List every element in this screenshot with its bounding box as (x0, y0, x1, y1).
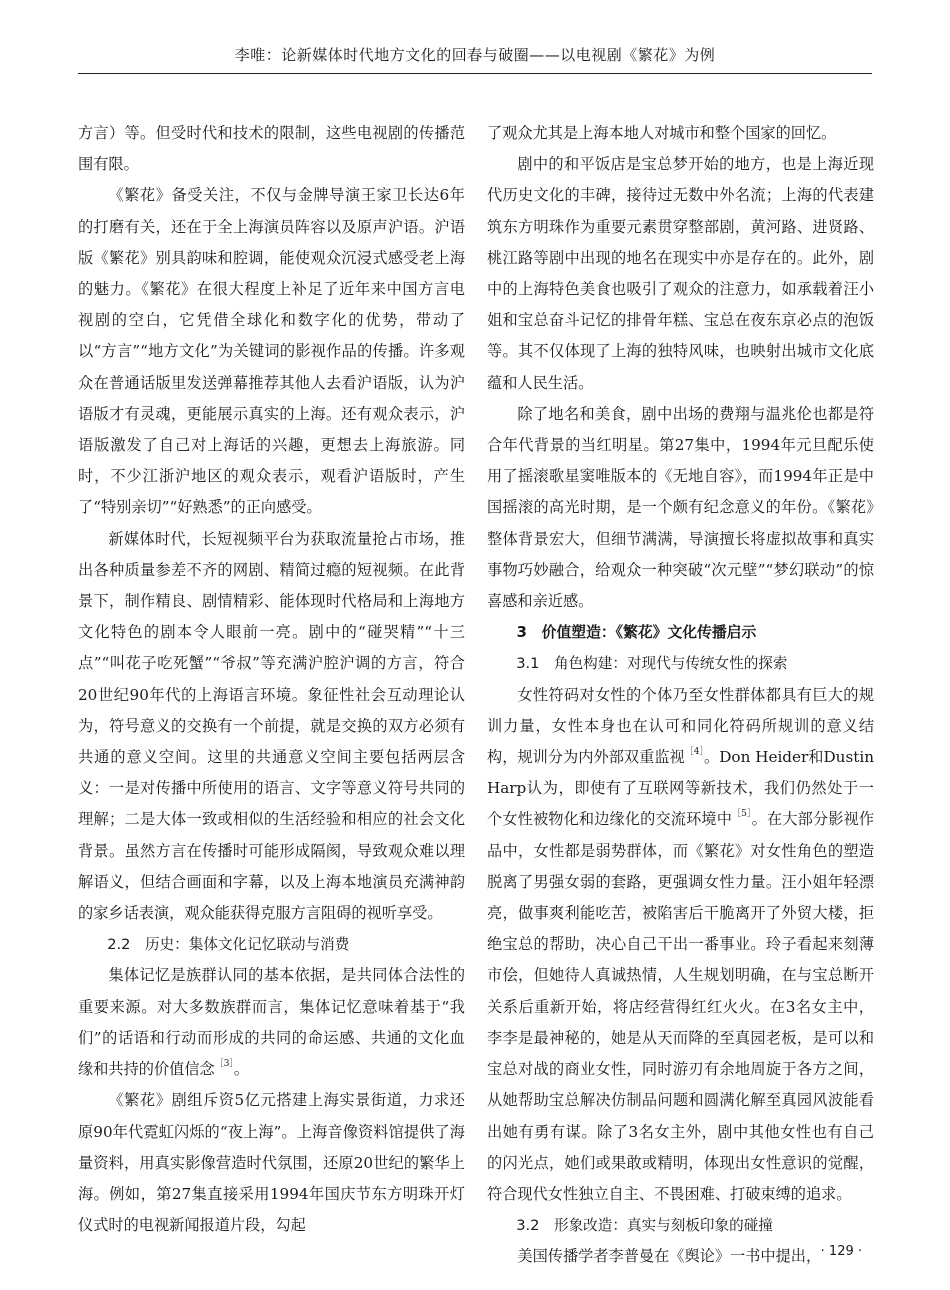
header-rule (78, 73, 872, 74)
paragraph: 方言）等。但受时代和技术的限制，这些电视剧的传播范围有限。 (78, 124, 465, 174)
paragraph-text: 集体记忆是族群认同的基本依据，是共同体合法性的重要来源。对大多数族群而言，集体记忆意味着基于“我们”的话语和行动而形成的共同的命运感、共通的文化血缘和共持的价值信念 (78, 966, 465, 1079)
paragraph: 了观众尤其是上海本地人对城市和整个国家的回忆。 (487, 124, 837, 142)
citation-ref: ［3］ (214, 1059, 234, 1070)
running-header (78, 44, 872, 65)
paragraph: 《繁花》备受关注，不仅与金牌导演王家卫长达6年的打磨有关，还在于全上海演员阵容以及原声沪语。沪语版《繁花》别具韵味和腔调，能使观众沉浸式感受老上海的魅力。《繁花》在很大程度上补足了近年来中国方言电视剧的空白，它凭借全球化和数字化的优势，带动了以“方言”“地方文化”为关键词的影视作品的传播。许多观众在普通话版里发送弹幕推荐其他人去看沪语版，认为沪语版才有灵魂，更能展示真实的上海。还有观众表示，沪语版激发了自己对上海话的兴趣，更想去上海旅游。同时，不少江浙沪地区的观众表示，观看沪语版时，产生了“特别亲切”“好熟悉”的正向感受。 (78, 186, 465, 517)
paragraph: 美国传播学者李普曼在《舆论》一书中提出， (517, 1247, 822, 1266)
paragraph: 新媒体时代，长短视频平台为获取流量抢占市场，推出各种质量参差不齐的网剧、精简过瘾的短视频。在此背景下，制作精良、剧情精彩、能体现时代格局和上海地方文化特色的剧本令人眼前一亮。剧中的“碰哭精”“十三点”“叫花子吃死蟹”“爷叔”等充满沪腔沪调的方言，符合20世纪90年代的上海语言环境。象征性社会互动理论认为，符号意义的交换有一个前提，就是交换的双方必须有共通的意义空间。这里的共通意义空间主要包括两层含义：一是对传播中所使用的语言、文字等意义符号共同的理解；二是大体一致或相似的生活经验和相应的社会文化背景。虽然方言在传播时可能形成隔阂，导致观众难以理解语义，但结合画面和字幕，以及上海本地演员充满神韵的家乡话表演，观众能获得克服方言阻碍的视听享受。 (78, 529, 465, 923)
running-title: 李唯：论新媒体时代地方文化的回春与破圈——以电视剧《繁花》为例 (234, 46, 716, 64)
citation-ref: ［4］ (684, 747, 705, 758)
section-heading-2-2: 2.2 历史：集体文化记忆联动与消费 (107, 936, 350, 954)
paragraph-end: 。 (233, 1060, 250, 1079)
section-heading-3: 3 价值塑造：《繁花》文化传播启示 (516, 624, 757, 642)
section-heading-3-2: 3.2 形象改造：真实与刻板印象的碰撞 (516, 1217, 773, 1235)
paragraph-text: 。Don Heider和Dustin Harp认为，即使有了互联网等新技术，我们仍然处于一个女性被物化和边缘化的交流环境中 (487, 748, 874, 829)
paragraph (487, 680, 874, 1210)
page-number: · 129 · (820, 1244, 862, 1259)
left-column (78, 118, 465, 1241)
paragraph-text: 。在大部分影视作品中，女性都是弱势群体，而《繁花》对女性角色的塑造脱离了男强女弱的套路，更强调女性力量。汪小姐年轻漂亮，做事爽利能吃苦，被陷害后干脆离开了外贸大楼，拒绝宝总的帮助，决心自己干出一番事业。玲子看起来刻薄市侩，但她待人真诚热情，人生规划明确，在与宝总断开关系后重新开始，将店经营得红红火火。在3名女主中，李李是最神秘的，她是从天而降的至真园老板，是可以和宝总对战的商业女性，同时游刃有余地周旋于各方之间，从她帮助宝总解决仿制品问题和圆满化解至真园风波能看出她有勇有谋。除了3名女主外，剧中其他女性也有自己的闪光点，她们或果敢或精明，体现出女性意识的觉醒，符合现代女性独立自主、不畏困难、打破束缚的追求。 (487, 810, 875, 1203)
paragraph-text: 女性符码对女性的个体乃至女性群体都具有巨大的规训力量，女性本身也在认可和同化符码所规训的意义结构，规训分为内外部双重监视 (487, 685, 874, 767)
right-column (487, 118, 874, 1273)
paragraph (78, 960, 465, 1085)
section-heading-3-1: 3.1 角色构建：对现代与传统女性的探索 (516, 655, 788, 673)
paragraph: 《繁花》剧组斥资5亿元搭建上海实景街道，力求还原90年代霓虹闪烁的“夜上海”。上海音像资料馆提供了海量资料，用真实影像营造时代氛围，还原20世纪的繁华上海。例如，第27集直接采用1994年国庆节东方明珠开灯仪式时的电视新闻报道片段，勾起 (78, 1091, 465, 1235)
citation-ref: ［5］ (732, 809, 752, 820)
paragraph: 剧中的和平饭店是宝总梦开始的地方，也是上海近现代历史文化的丰碑，接待过无数中外名流；上海的代表建筑东方明珠作为重要元素贯穿整部剧，黄河路、进贤路、桃江路等剧中出现的地名在现实中亦是存在的。此外，剧中的上海特色美食也吸引了观众的注意力，如承载着汪小姐和宝总奋斗记忆的排骨年糕、宝总在夜东京必点的泡饭等。其不仅体现了上海的独特风味，也映射出城市文化底蕴和人民生活。 (487, 155, 874, 392)
paragraph: 除了地名和美食，剧中出场的费翔与温兆伦也都是符合年代背景的当红明星。第27集中，1994年元旦配乐使用了摇滚歌星窦唯版本的《无地自容》，而1994年正是中国摇滚的高光时期，是一个颇有纪念意义的年份。《繁花》整体背景宏大，但细节满满，导演擅长将虚拟故事和真实事物巧妙融合，给观众一种突破“次元壁”“梦幻联动”的惊喜感和亲近感。 (487, 404, 874, 611)
